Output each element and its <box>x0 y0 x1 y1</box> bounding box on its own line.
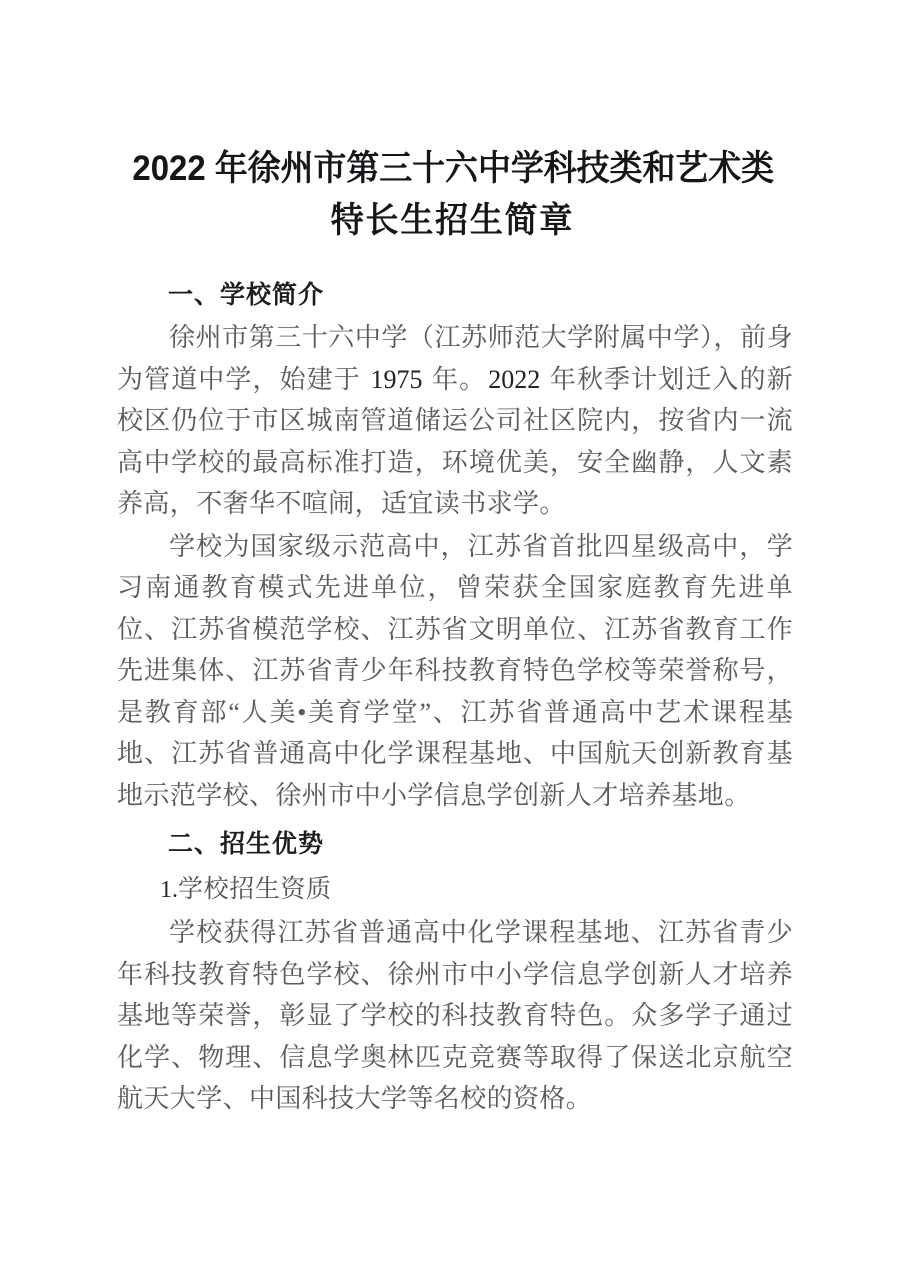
document-title-line-1: 2022 年徐州市第三十六中学科技类和艺术类 <box>132 149 775 188</box>
inline-number: 2022 <box>488 364 541 394</box>
section-heading-school-intro: 一、学校简介 <box>168 281 325 309</box>
sub-heading-number: 1. <box>160 877 178 903</box>
document-title <box>132 143 775 247</box>
inline-number: 1975 <box>370 364 423 394</box>
paragraph-school-history: 徐州市第三十六中学（江苏师范大学附属中学），前身为管道中学，始建于 1975 年。2022 年秋季计划迁入的新校区仍位于市区城南管道储运公司社区院内，按省内一流高中学校的最高标准打造，环境优美，安全幽静，人文素养高，不奢华不喧闹，适宜读书求学。 <box>117 323 793 518</box>
paragraph-admission-qualification-detail: 学校获得江苏省普通高中化学课程基地、江苏省青少年科技教育特色学校、徐州市中小学信息学创新人才培养基地等荣誉，彰显了学校的科技教育特色。众多学子通过化学、物理、信息学奥林匹克竞赛等取得了保送北京航空航天大学、中国科技大学等名校的资格。 <box>117 918 793 1113</box>
sub-heading-label: 学校招生资质 <box>178 876 332 903</box>
paragraph-school-honors: 学校为国家级示范高中，江苏省首批四星级高中，学习南通教育模式先进单位，曾荣获全国家庭教育先进单位、江苏省模范学校、江苏省文明单位、江苏省教育工作先进集体、江苏省青少年科技教育特色学校等荣誉称号，是教育部“人美•美育学堂”、江苏省普通高中艺术课程基地、江苏省普通高中化学课程基地、中国航天创新教育基地示范学校、徐州市中小学信息学创新人才培养基地。 <box>117 531 793 810</box>
document-body <box>117 272 793 1120</box>
document-title-line-2: 特长生招生简章 <box>330 201 575 240</box>
section-heading-admission-advantages: 二、招生优势 <box>168 830 325 858</box>
sub-heading-admission-qualification <box>117 865 793 911</box>
